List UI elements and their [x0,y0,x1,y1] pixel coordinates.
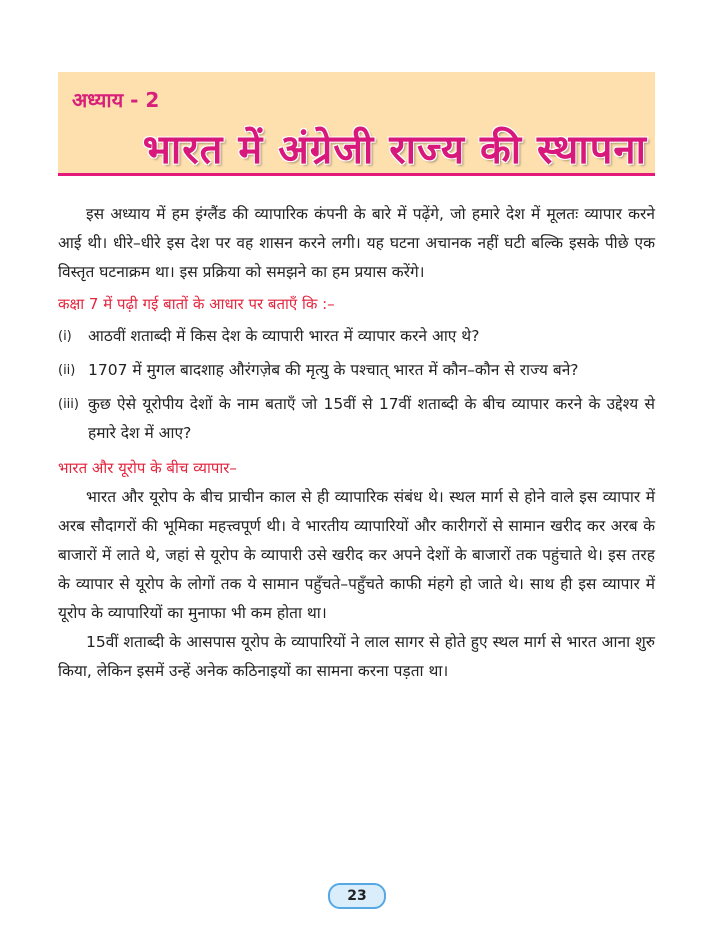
question-number: (iii) [58,397,79,412]
question-item [58,322,655,351]
body-paragraph-2: 15वीं शताब्दी के आसपास यूरोप के व्यापारियों ने लाल सागर से होते हुए स्थल मार्ग से भारत आना शुरु किया, लेकिन इसमें उन्हें अनेक कठिनाइयों का सामना करना पड़ता था। [58,633,655,680]
page-number: 23 [328,883,386,909]
recap-heading: कक्षा 7 में पढ़ी गई बातों के आधार पर बताएँ कि :– [58,295,335,313]
question-text: आठवीं शताब्दी में किस देश के व्यापारी भारत में व्यापार करने आए थे? [88,327,480,345]
intro-paragraph: इस अध्याय में हम इंग्लैंड की व्यापारिक कंपनी के बारे में पढ़ेंगे, जो हमारे देश में मूलतः व्यापार करने आई थी। धीरे–धीरे इस देश पर वह शासन करने लगी। यह घटना अचानक नहीं घटी बल्कि इसके पीछे एक विस्तृत घटनाक्रम था। इस प्रक्रिया को समझने का हम प्रयास करेंगे। [58,205,655,281]
header-rule [58,173,655,176]
question-text: 1707 में मुगल बादशाह औरंगज़ेब की मृत्यु के पश्चात् भारत में कौन–कौन से राज्य बने? [88,361,579,379]
section-heading: भारत और यूरोप के बीच व्यापार– [58,459,237,477]
question-list [58,322,655,448]
chapter-header [58,72,655,173]
question-item [58,356,655,385]
page-content [58,200,655,686]
question-number: (i) [58,329,72,344]
question-text: कुछ ऐसे यूरोपीय देशों के नाम बताएँ जो 15वीं से 17वीं शताब्दी के बीच व्यापार करने के उद्देश्य से हमारे देश में आए? [88,395,655,442]
body-paragraph-1: भारत और यूरोप के बीच प्राचीन काल से ही व्यापारिक संबंध थे। स्थल मार्ग से होने वाले इस व्यापार में अरब सौदागरों की भूमिका महत्त्वपूर्ण थी। वे भारतीय व्यापारियों और कारीगरों से सामान खरीद कर अरब के बाजारों में लाते थे, जहां से यूरोप के व्यापारी उसे खरीद कर अपने देशों के बाजारों तक पहुंचाते थे। इस तरह के व्यापार से यूरोप के लोगों तक ये सामान पहुँचते–पहुँचते काफी मंहगे हो जाते थे। साथ ही इस व्यापार में यूरोप के व्यापारियों का मुनाफा भी कम होता था। [58,488,655,622]
chapter-title: भारत में अंग्रेजी राज्य की स्थापना [142,127,647,173]
question-item [58,390,655,448]
chapter-label: अध्याय - 2 [72,88,160,112]
question-number: (ii) [58,363,76,378]
